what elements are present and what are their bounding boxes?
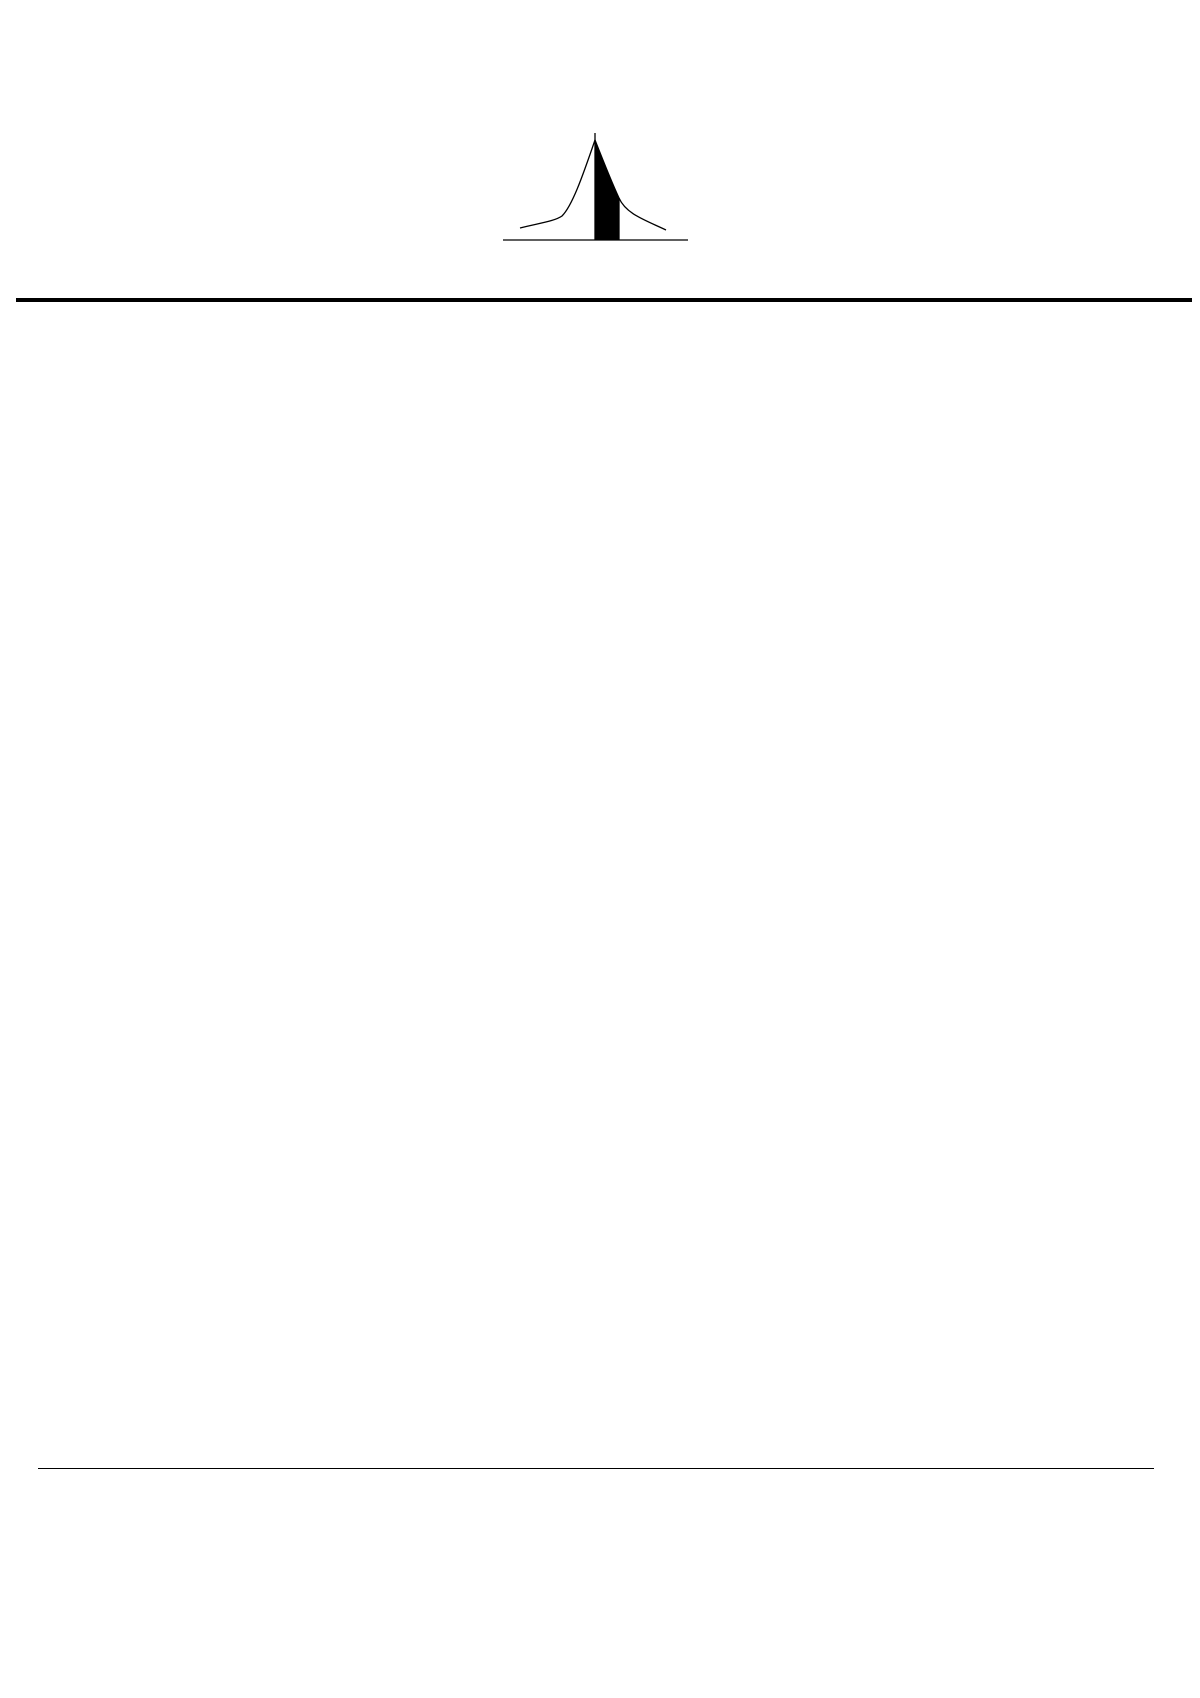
- table-top-rule: [16, 298, 1192, 302]
- normal-curve-figure: [500, 128, 700, 268]
- table-bottom-rule: [38, 1468, 1154, 1469]
- table-header: [0, 304, 1200, 327]
- bell-curve-line: [520, 140, 666, 230]
